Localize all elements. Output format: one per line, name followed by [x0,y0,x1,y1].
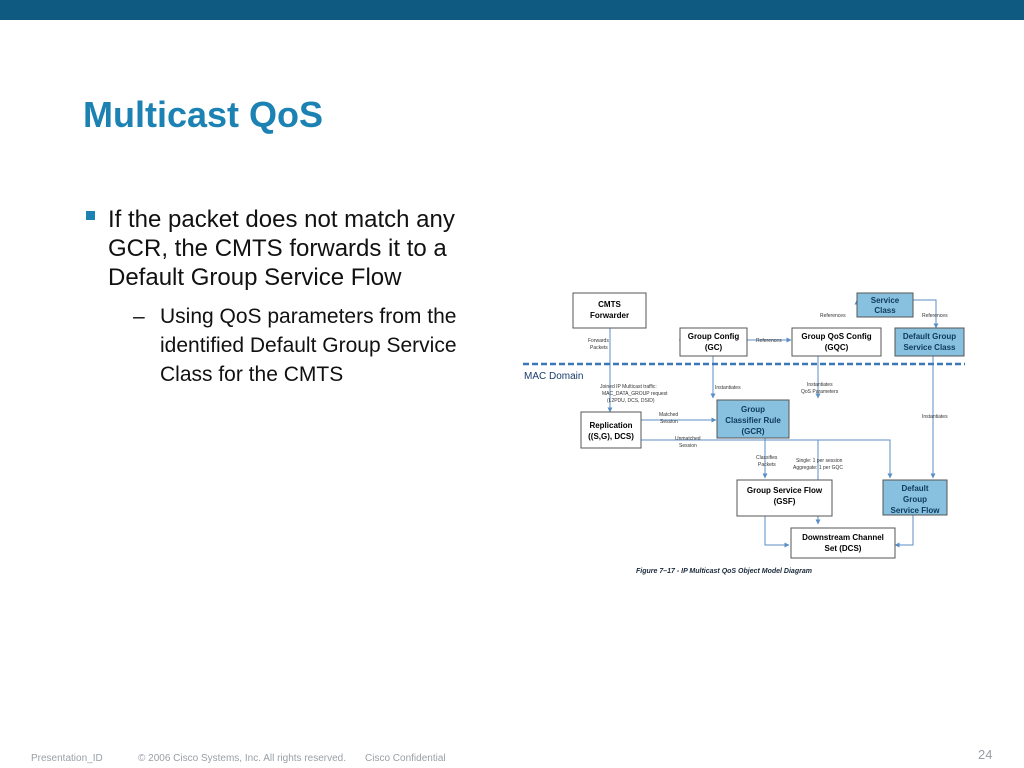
replication-box [581,412,641,448]
svg-text:Service Class: Service Class [903,343,956,352]
matched-session-label: Matched [659,412,679,418]
instantiates-label: Instantiates [715,385,741,391]
footer-presentation-id: Presentation_ID [31,753,103,764]
svg-text:Default Group: Default Group [902,332,957,341]
cmts-forwarder-box [573,293,646,328]
unmatched-session-label: Unmatched [675,436,701,442]
instantiates-qos-label: Instantiates [807,382,833,388]
figure-caption: Figure 7–17 - IP Multicast QoS Object Model Diagram [636,568,812,575]
top-banner [0,0,1024,20]
bullet-list [86,205,496,389]
svg-text:(GSF): (GSF) [773,497,796,506]
bullet-item [86,205,496,292]
svg-text:Aggregate: 1 per GQC: Aggregate: 1 per GQC [793,465,844,471]
classifies-packets-label: Classifies [756,455,778,461]
svg-text:Session: Session [679,443,697,449]
svg-text:Set (DCS): Set (DCS) [824,544,862,553]
mac-domain-label: MAC Domain [524,371,584,382]
multicast-qos-diagram [520,288,970,588]
annotations [588,313,948,471]
footer-copyright: © 2006 Cisco Systems, Inc. All rights reserved. [138,753,347,764]
svg-text:Class: Class [874,306,896,315]
group-qos-config-box [792,328,881,356]
single-aggregate-label: Single: 1 per session [796,458,843,464]
group-classifier-rule-box [717,400,789,438]
default-group-service-flow-box [883,480,947,515]
bullet-text: If the packet does not match any GCR, the CMTS forwards it to a Default Group Service Flow [108,206,455,291]
svg-text:Group Service Flow: Group Service Flow [746,486,823,495]
group-config-box [680,328,747,356]
svg-text:Forwarder: Forwarder [589,311,630,320]
svg-text:Group Config: Group Config [687,332,740,341]
svg-text:Packets: Packets [590,345,608,351]
svg-text:(GQC): (GQC) [824,343,849,352]
svg-text:MAC_DATA_GROUP request: MAC_DATA_GROUP request [602,391,668,397]
sub-bullet-item [86,302,496,389]
svg-text:Group QoS Config: Group QoS Config [801,332,872,341]
svg-text:Service: Service [870,296,900,305]
svg-text:Downstream Channel: Downstream Channel [802,533,884,542]
svg-text:(GC): (GC) [704,343,723,352]
joined-traffic-label: Joined IP Multicast traffic: [600,384,657,390]
references-label: References [756,338,782,344]
instantiates-label: Instantiates [922,414,948,420]
svg-text:Classifier Rule: Classifier Rule [725,416,781,425]
svg-text:Group: Group [903,495,927,504]
footer-confidential: Cisco Confidential [365,753,446,764]
svg-text:Service Flow: Service Flow [890,506,940,515]
page-number: 24 [978,747,993,762]
svg-text:(GCR): (GCR) [741,427,765,436]
svg-text:Replication: Replication [589,421,633,430]
dash-bullet-icon: – [133,305,145,328]
svg-text:Group: Group [741,405,765,414]
svg-text:Session: Session [660,419,678,425]
slide-title: Multicast QoS [83,94,324,135]
default-group-service-class-box [895,328,964,356]
forwards-packets-label: Forwards [588,338,609,344]
svg-text:QoS Parameters: QoS Parameters [801,389,839,395]
sub-bullet-text: Using QoS parameters from the identified Default Group Service Class for the CMTS [160,305,457,386]
svg-text:CMTS: CMTS [598,300,621,309]
svg-text:(L2PDU, DCS, DSID): (L2PDU, DCS, DSID) [607,398,655,404]
service-class-box [857,293,913,317]
downstream-channel-set-box [791,528,895,558]
square-bullet-icon [86,211,95,220]
svg-text:Packets: Packets [758,462,776,468]
group-service-flow-box [737,480,832,516]
references-label: References [820,313,846,319]
svg-text:Default: Default [901,484,929,493]
references-label: References [922,313,948,319]
svg-text:((S,G), DCS): ((S,G), DCS) [588,432,634,441]
